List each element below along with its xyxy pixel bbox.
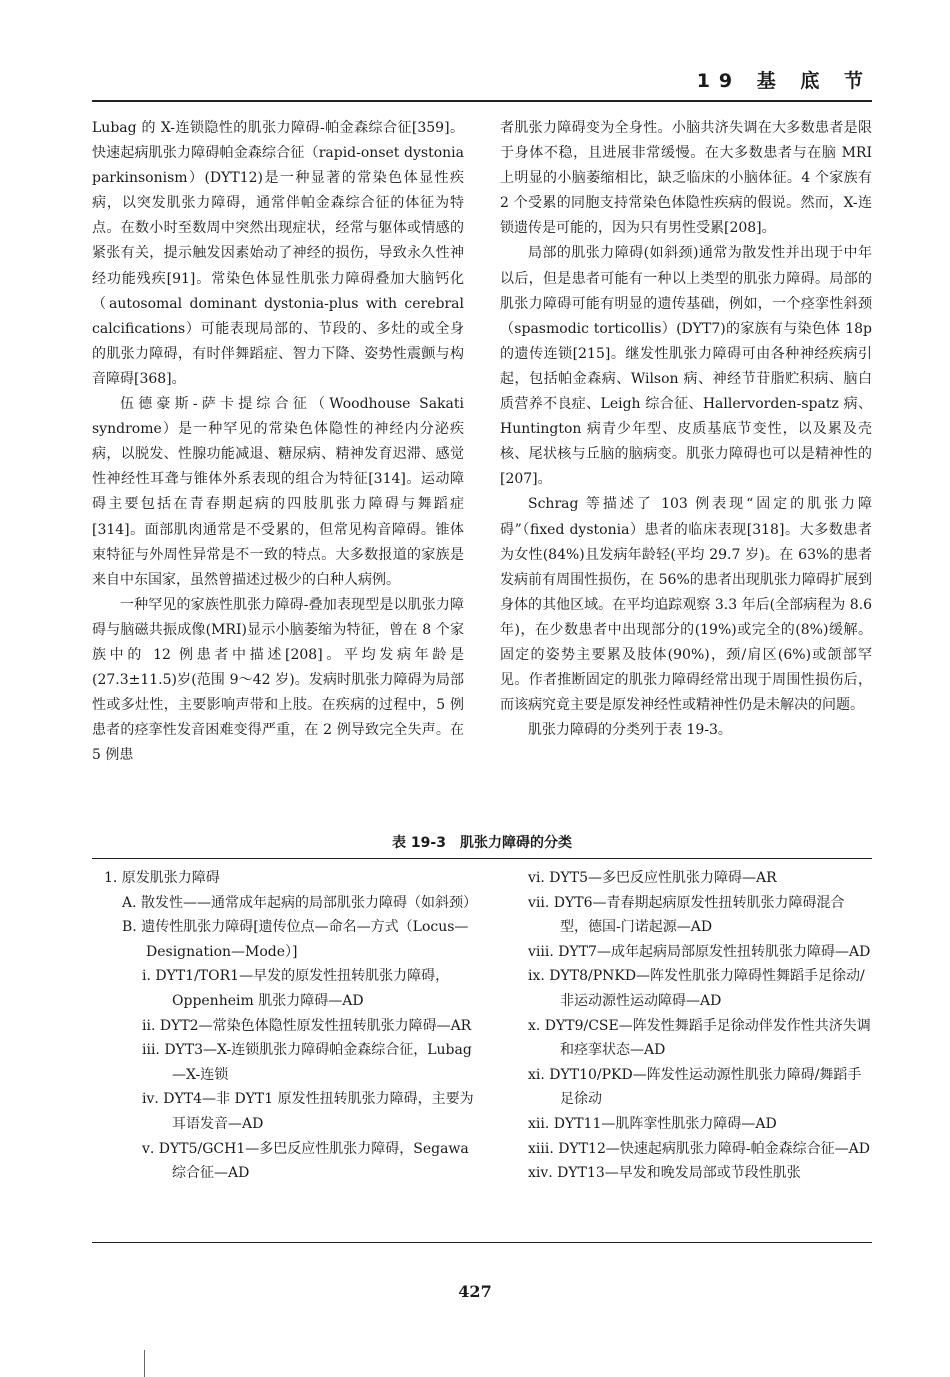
paragraph: Schrag 等描述了 103 例表现“固定的肌张力障碍”（fixed dystonia）患者的临床表现[318]。大多数患者为女性(84%)且发病年龄轻(平均 29.7 岁)。在 63%的患者发病前有周围性损伤，在 56%的患者出现肌张力障碍扩展到身体的其他区域。在平均追踪观察 3.3 年后(全部病程为 8.6 年)，在少数患者中出现部分的(19%)或完全的(8%)缓解。固定的姿势主要累及肢体(90%)，颈/肩区(6%)或颌部罕见。作者推断固定的肌张力障碍经常出现于周围性损伤后，而该病究竟主要是原发神经性或精神性仍是未解决的问题。 xyxy=(500,496,872,714)
paragraph: 肌张力障碍的分类列于表 19-3。 xyxy=(528,722,732,739)
page-header xyxy=(92,66,872,102)
table-right-column xyxy=(528,866,872,1186)
table-item: ⅲ. DYT3—X-连锁肌张力障碍帕金森综合征，Lubag—X-连锁 xyxy=(142,1042,472,1083)
table-item: ⅷ. DYT7—成年起病局部原发性扭转肌张力障碍—AD xyxy=(528,943,871,960)
table-item: ⅶ. DYT6—青春期起病原发性扭转肌张力障碍混合型，德国-门诺起源—AD xyxy=(528,894,845,936)
paragraph: 伍德豪斯-萨卡提综合征（Woodhouse Sakati syndrome）是一种罕见的常染色体隐性的神经内分泌疾病，以脱发、性腺功能减退、糖尿病、精神发育迟滞、感觉性神经性耳聋与锥体外系表现的组合为特征[314]。运动障碍主要包括在青春期起病的四肢肌张力障碍与舞蹈症[314]。面部肌肉通常是不受累的，但常见构音障碍。锥体束特征与外周性异常是不一致的特点。大多数报道的家族是来自中东国家，虽然曾描述过极少的白种人病例。 xyxy=(92,396,464,588)
table-item: ⅵ. DYT5—多巴反应性肌张力障碍—AR xyxy=(528,870,777,886)
table-top-rule xyxy=(92,858,872,859)
table-item: ⅳ. DYT4—非 DYT1 原发性扭转肌张力障碍，主要为耳语发音—AD xyxy=(142,1091,474,1132)
table-left-column xyxy=(104,866,482,1186)
table-bottom-rule xyxy=(92,1242,872,1243)
table-item: ⅸ. DYT8/PNKD—阵发性肌张力障碍性舞蹈手足徐动/非运动源性运动障碍—AD xyxy=(528,968,865,1009)
chapter-title: 19 基 底 节 xyxy=(696,70,872,92)
table-item: A. 散发性——通常成年起病的局部肌张力障碍（如斜颈） xyxy=(122,894,478,911)
table-item: B. 遗传性肌张力障碍[遗传位点—命名—方式（Locus—Designation—Mode）] xyxy=(122,919,469,960)
left-column xyxy=(92,116,464,768)
table-item: ⅹⅳ. DYT13—早发和晚发局部或节段性肌张 xyxy=(528,1165,801,1182)
paragraph: 者肌张力障碍变为全身性。小脑共济失调在大多数患者是限于身体不稳，且进展非常缓慢。在大多数患者与在脑 MRI 上明显的小脑萎缩相比，缺乏临床的小脑体征。4 个家族有 2 个受累的同胞支持常染色体隐性疾病的假说。然而，X-连锁遗传是可能的，因为只有男性受累[208]。 xyxy=(500,120,872,237)
table-item: ⅹⅲ. DYT12—快速起病肌张力障碍-帕金森综合征—AD xyxy=(528,1140,870,1157)
table-title: 表 19-3 肌张力障碍的分类 xyxy=(392,835,572,851)
table-item: ⅺ. DYT10/PKD—阵发性运动源性肌张力障碍/舞蹈手足徐动 xyxy=(528,1066,862,1108)
table-item: ⅰ. DYT1/TOR1—早发的原发性扭转肌张力障碍，Oppenheim 肌张力障碍—AD xyxy=(142,968,450,1009)
table-item: 1. 原发肌张力障碍 xyxy=(104,870,220,886)
paragraph: 局部的肌张力障碍(如斜颈)通常为散发性并出现于中年以后，但是患者可能有一种以上类型的肌张力障碍。局部的肌张力障碍可能有明显的遗传基础，例如，一个痉挛性斜颈（spasmodic torticollis）(DYT7)的家族有与染色体 18p 的遗传连锁[215]。继发性肌张力障碍可由各种神经疾病引起，包括帕金森病、Wilson 病、神经节苷脂贮积病、脑白质营养不良症、Leigh 综合征、Hallervorden-spatz 病、Huntington 病青少年型、皮质基底节变性，以及累及壳核、尾状核与丘脑的脑病变。肌张力障碍也可以是精神性的[207]。 xyxy=(500,245,872,488)
table-item: ⅹ. DYT9/CSE—阵发性舞蹈手足徐动伴发作性共济失调和痉挛状态—AD xyxy=(528,1017,871,1059)
page-number: 427 xyxy=(458,1282,492,1301)
table-item: ⅴ. DYT5/GCH1—多巴反应性肌张力障碍，Segawa 综合征—AD xyxy=(142,1140,469,1182)
paragraph: Lubag 的 X-连锁隐性的肌张力障碍-帕金森综合征[359]。快速起病肌张力障碍帕金森综合征（rapid-onset dystonia parkinsonism）(DYT12)是一种显著的常染色体显性疾病，以突发肌张力障碍，通常伴帕金森综合征的体征为特点。在数小时至数周中突然出现症状，经常与躯体或情感的紧张有关，提示触发因素始动了神经的损伤，导致永久性神经功能残疾[91]。常染色体显性肌张力障碍叠加大脑钙化（autosomal dominant dystonia-plus with cerebral calcifications）可能表现局部的、节段的、多灶的或全身的肌张力障碍，有时伴舞蹈症、智力下降、姿势性震颤与构音障碍[368]。 xyxy=(92,120,464,387)
table-item: ⅻ. DYT11—肌阵挛性肌张力障碍—AD xyxy=(528,1115,777,1132)
right-column xyxy=(500,116,872,743)
table-item: ⅱ. DYT2—常染色体隐性原发性扭转肌张力障碍—AR xyxy=(142,1017,472,1034)
paragraph: 一种罕见的家族性肌张力障碍-叠加表现型是以肌张力障碍与脑磁共振成像(MRI)显示小脑萎缩为特征，曾在 8 个家族中的 12 例患者中描述[208]。平均发病年龄是(27.3±11.5)岁(范围 9～42 岁)。发病时肌张力障碍为局部性或多灶性，主要影响声带和上肢。在疾病的过程中，5 例患者的痉挛性发音困难变得严重，在 2 例导致完全失声。在 5 例患 xyxy=(92,596,464,764)
crop-mark xyxy=(144,1350,145,1377)
